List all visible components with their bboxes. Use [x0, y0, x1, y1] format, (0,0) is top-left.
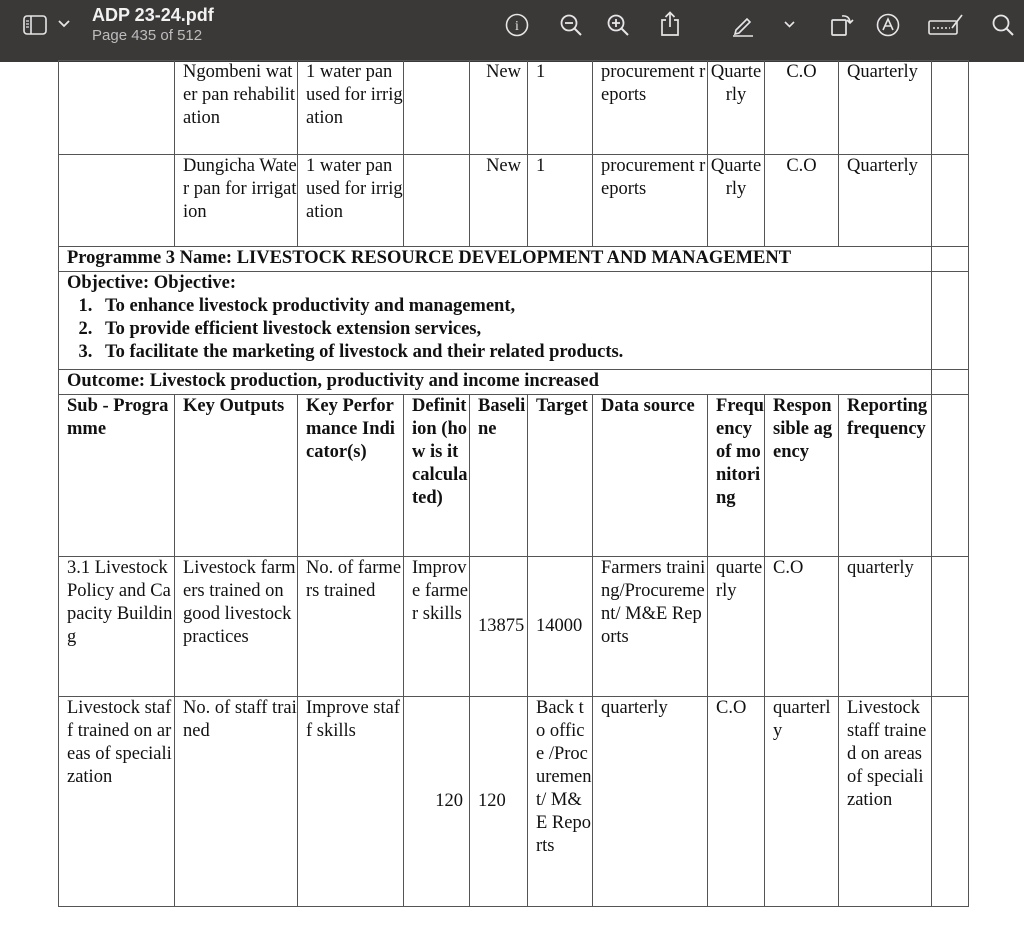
frequency-cell: Quarterly: [708, 61, 765, 155]
rotate-button[interactable]: [828, 11, 856, 39]
reporting-cell: Quarterly: [839, 155, 932, 247]
objective-row: [59, 272, 969, 370]
definition-cell: 120: [404, 697, 470, 907]
document-title: ADP 23-24.pdf: [92, 5, 214, 25]
header-definition: Definition (how is it calculated): [404, 395, 470, 557]
adp-table: [58, 60, 969, 907]
annotate-button[interactable]: [875, 12, 901, 38]
indicator-cell: Improve staff skills: [298, 697, 404, 907]
form-fill-icon: [928, 13, 964, 37]
view-menu-button[interactable]: [56, 16, 72, 32]
info-button[interactable]: [504, 12, 530, 38]
table-row: [59, 155, 969, 247]
key-output-cell: No. of staff trained: [175, 697, 298, 907]
indicator-cell: 1 water pan used for irrigation: [298, 155, 404, 247]
programme-title: Programme 3 Name: LIVESTOCK RESOURCE DEVELOPMENT AND MANAGEMENT: [59, 247, 932, 272]
objective-heading: Objective: Objective:: [67, 273, 236, 293]
indicator-cell: 1 water pan used for irrigation: [298, 61, 404, 155]
frequency-cell: Quarterly: [708, 155, 765, 247]
sidebar-toggle-button[interactable]: [22, 14, 48, 36]
definition-cell: [404, 61, 470, 155]
subprogramme-cell: 3.1 Livestock Policy and Capacity Building: [59, 557, 175, 697]
target-cell: 14000: [528, 557, 593, 697]
toolbar: [0, 0, 1024, 62]
reporting-cell: quarterly: [839, 557, 932, 697]
reporting-cell: Quarterly: [839, 61, 932, 155]
rotate-icon: [829, 12, 855, 38]
target-cell: 1: [528, 61, 593, 155]
reporting-cell: Livestock staff trained on areas of specialization: [839, 697, 932, 907]
header-baseline: Baseline: [470, 395, 528, 557]
info-icon: [505, 13, 529, 37]
agency-cell: C.O: [765, 155, 839, 247]
header-key-outputs: Key Outputs: [175, 395, 298, 557]
search-button[interactable]: [990, 12, 1016, 38]
zoom-out-icon: [559, 13, 583, 37]
table-row: [59, 61, 969, 155]
svg-text:i: i: [515, 19, 519, 34]
frequency-cell: C.O: [708, 697, 765, 907]
form-fill-button[interactable]: [928, 12, 964, 38]
baseline-cell: New: [470, 155, 528, 247]
sidebar-icon: [23, 15, 47, 35]
page-indicator: Page 435 of 512: [92, 27, 203, 44]
objective-cell: [59, 272, 932, 370]
table-row: [59, 557, 969, 697]
annotate-icon: [876, 13, 900, 37]
zoom-in-button[interactable]: [605, 12, 631, 38]
header-frequency: Frequency of monitoring: [708, 395, 765, 557]
chevron-down-icon: [784, 21, 795, 28]
header-data-source: Data source: [593, 395, 708, 557]
header-row: [59, 395, 969, 557]
table-row: [59, 697, 969, 907]
outcome-row: [59, 370, 969, 395]
data-source-cell: quarterly: [593, 697, 708, 907]
programme-row: [59, 247, 969, 272]
zoom-out-button[interactable]: [558, 12, 584, 38]
data-source-cell: procurement reports: [593, 61, 708, 155]
baseline-cell: 13875: [470, 557, 528, 697]
zoom-in-icon: [606, 13, 630, 37]
key-output-cell: Livestock farmers trained on good livestock practices: [175, 557, 298, 697]
objective-item: 1. To enhance livestock productivity and management,: [97, 295, 931, 318]
agency-cell: C.O: [765, 61, 839, 155]
key-output-cell: Ngombeni water pan rehabilitation: [175, 61, 298, 155]
header-subprogramme: Sub - Programme: [59, 395, 175, 557]
header-reporting: Reporting frequency: [839, 395, 932, 557]
baseline-cell: New: [470, 61, 528, 155]
search-icon: [991, 13, 1015, 37]
pdf-page: [58, 60, 969, 907]
header-agency: Responsible agency: [765, 395, 839, 557]
share-icon: [659, 11, 681, 37]
definition-cell: [404, 155, 470, 247]
objective-list: [67, 295, 931, 364]
share-button[interactable]: [658, 10, 682, 38]
key-output-cell: Dungicha Water pan for irrigation: [175, 155, 298, 247]
target-cell: Back to office /Procurement/ M&E Reports: [528, 697, 593, 907]
header-indicator: Key Performance Indicator(s): [298, 395, 404, 557]
outcome-cell: Outcome: Livestock production, productivity and income increased: [59, 370, 932, 395]
indicator-cell: No. of farmers trained: [298, 557, 404, 697]
target-cell: 1: [528, 155, 593, 247]
definition-cell: Improve farmer skills: [404, 557, 470, 697]
markup-menu-button[interactable]: [782, 17, 796, 31]
objective-item: 2. To provide efficient livestock extension services,: [97, 318, 931, 341]
chevron-down-icon: [58, 20, 70, 28]
agency-cell: C.O: [765, 557, 839, 697]
data-source-cell: procurement reports: [593, 155, 708, 247]
markup-pen-icon: [731, 13, 755, 37]
frequency-cell: quarterly: [708, 557, 765, 697]
data-source-cell: Farmers training/Procurement/ M&E Reports: [593, 557, 708, 697]
subprogramme-cell: Livestock staff trained on areas of specialization: [59, 697, 175, 907]
objective-item: 3. To facilitate the marketing of livestock and their related products.: [97, 341, 931, 364]
baseline-cell: 120: [470, 697, 528, 907]
header-target: Target: [528, 395, 593, 557]
agency-cell: quarterly: [765, 697, 839, 907]
markup-button[interactable]: [730, 12, 756, 38]
